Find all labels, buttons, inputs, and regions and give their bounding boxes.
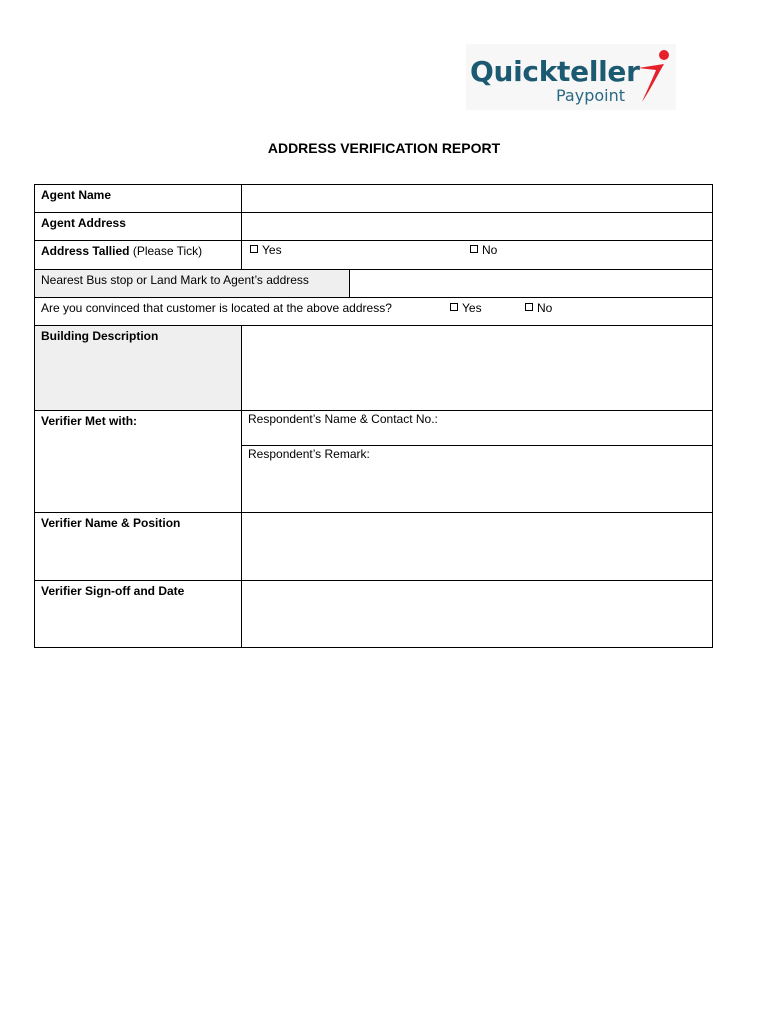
label-address-tallied-text: Address Tallied [41, 244, 130, 258]
address-tallied-options [242, 241, 712, 269]
label-verifier-name-position: Verifier Name & Position [35, 513, 242, 580]
convinced-no-option[interactable] [525, 301, 552, 315]
label-address-tallied [35, 241, 242, 269]
input-nearest-bus-stop[interactable] [350, 270, 712, 297]
address-tallied-yes-option[interactable] [250, 243, 282, 257]
label-respondent-remark: Respondent’s Remark: [248, 447, 370, 461]
logo-sub-text: Paypoint [556, 86, 626, 105]
input-verifier-name-position[interactable] [242, 513, 712, 580]
row-agent-address [35, 213, 712, 241]
input-building-description[interactable] [242, 326, 712, 410]
input-agent-address[interactable] [242, 213, 712, 240]
row-verifier-signoff [35, 581, 712, 647]
no-label: No [482, 243, 498, 257]
page-title: ADDRESS VERIFICATION REPORT [267, 140, 501, 156]
verifier-met-with-details [242, 411, 712, 512]
no-label: No [537, 301, 553, 315]
yes-label: Yes [462, 301, 482, 315]
logo-swoosh-icon [634, 48, 672, 104]
respondent-name-contact-field[interactable] [242, 411, 712, 446]
row-verifier-name-position [35, 513, 712, 581]
label-building-description: Building Description [35, 326, 242, 410]
input-verifier-signoff[interactable] [242, 581, 712, 647]
checkbox-icon[interactable] [470, 245, 478, 253]
address-tallied-no-option[interactable] [470, 243, 497, 257]
row-convinced [35, 298, 712, 326]
logo-brand-text: Quickteller [470, 55, 640, 88]
label-respondent-name-contact: Respondent’s Name & Contact No.: [248, 412, 438, 426]
checkbox-icon[interactable] [250, 245, 258, 253]
checkbox-icon[interactable] [525, 303, 533, 311]
yes-label: Yes [262, 243, 282, 257]
convinced-cell [35, 298, 712, 325]
verification-form [34, 184, 713, 648]
row-nearest-bus-stop [35, 270, 712, 298]
row-verifier-met-with [35, 411, 712, 513]
input-agent-name[interactable] [242, 185, 712, 212]
label-agent-name: Agent Name [35, 185, 242, 212]
label-agent-address: Agent Address [35, 213, 242, 240]
checkbox-icon[interactable] [450, 303, 458, 311]
respondent-remark-field[interactable] [242, 446, 712, 513]
label-verifier-signoff: Verifier Sign-off and Date [35, 581, 242, 647]
label-verifier-met-with: Verifier Met with: [35, 411, 242, 512]
convinced-yes-option[interactable] [450, 301, 482, 315]
row-address-tallied [35, 241, 712, 270]
row-agent-name [35, 185, 712, 213]
label-convinced-question: Are you convinced that customer is located at the above address? [41, 301, 392, 315]
label-nearest-bus-stop: Nearest Bus stop or Land Mark to Agent’s address [35, 270, 350, 297]
label-please-tick: (Please Tick) [129, 244, 203, 258]
row-building-description [35, 326, 712, 411]
quickteller-paypoint-logo [466, 44, 676, 110]
